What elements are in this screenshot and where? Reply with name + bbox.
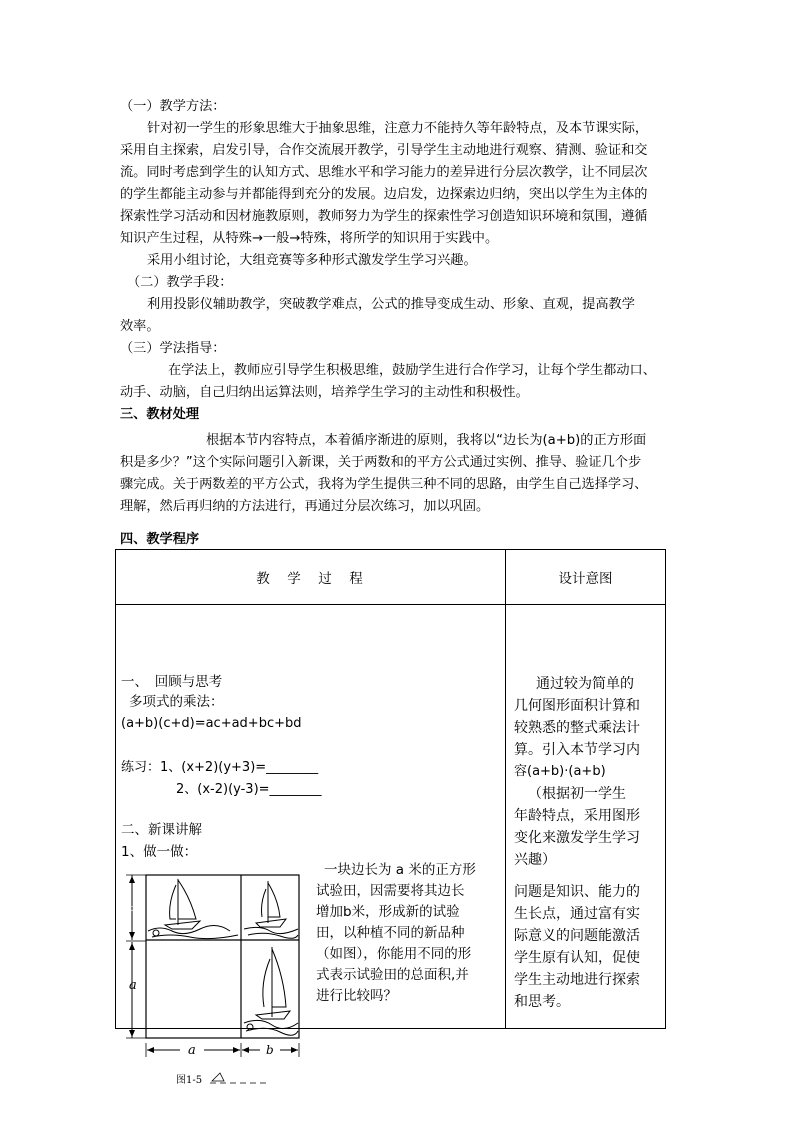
material-line: 积是多少？”这个实际问题引入新课，关于两数和的平方公式通过实例、推导、验证几个步 <box>120 455 642 470</box>
material-line: 理解，然后再归纳的方法进行，再通过分层次练习，加以巩固。 <box>120 499 490 514</box>
intent-line: 生长点，通过富有实 <box>514 906 640 922</box>
guidance-line: 动手、动脑，自己归纳出运算法则，培养学生学习的主动性和积极性。 <box>120 385 529 400</box>
problem-line: 试验田，因需要将其边长 <box>316 883 465 899</box>
means-line: 效率。 <box>120 319 160 334</box>
material-line: 骤完成。关于两数差的平方公式，我将为学生提供三种不同的思路，由学生自己选择学习、 <box>120 477 648 492</box>
material-line: 根据本节内容特点，本着循序渐进的原则，我将以“边长为(a+b)的正方形面 <box>206 433 647 448</box>
label-b-left: b <box>129 904 135 914</box>
col-header-process: 教 学 过 程 <box>116 550 506 605</box>
problem-line: （如图），你能用不同的形 <box>316 946 472 962</box>
intent-line: 年龄特点，采用图形 <box>514 808 640 824</box>
intent-line: 问题是知识、能力的 <box>514 884 640 900</box>
methods-para-line: 的学生都能主动参与并都能得到充分的发展。边启发，边探索边归纳，突出以学生为主体的 <box>120 187 648 202</box>
problem-line: 增加b米，形成新的试验 <box>316 904 460 920</box>
guidance-line: 在学法上，教师应引导学生积极思维，鼓励学生进行合作学习，让每个学生都动口、 <box>168 363 656 378</box>
methods-para-line: 流。同时考虑到学生的认知方式、思维水平和学习能力的差异进行分层次教学，让不同层次 <box>120 165 648 180</box>
methods-para-line: 知识产生过程，从特殊→一般→特殊，将所学的知识用于实践中。 <box>120 231 499 246</box>
methods-heading: （一）教学方法： <box>120 99 226 114</box>
figure-caption: 图1-5 <box>176 1075 203 1086</box>
problem-line: 式表示试验田的总面积,并 <box>316 967 469 983</box>
methods-para2: 采用小组讨论，大组竞赛等多种形式激发学生学习兴趣。 <box>147 253 477 268</box>
methods-para-line: 针对初一学生的形象思维大于抽象思维，注意力不能持久等年龄特点，及本节课实际， <box>147 121 649 136</box>
procedure-heading: 四、教学程序 <box>120 532 200 547</box>
intent-line: 和思考。 <box>514 994 570 1010</box>
intent-line: 较熟悉的整式乘法计 <box>514 720 640 736</box>
sailboat-icon <box>244 881 298 938</box>
review-title: 一、 回顾与思考 <box>121 674 223 690</box>
methods-para-line: 采用自主探索，启发引导，合作交流展开教学，引导学生主动地进行观察、猜测、验证和交 <box>120 143 648 158</box>
label-a-bottom: a <box>188 1043 196 1058</box>
intent-line: 通过较为简单的 <box>536 676 634 692</box>
intent-line: 变化来激发学生学习 <box>514 830 640 846</box>
intent-line: 容(a+b)·(a+b) <box>514 764 606 779</box>
guidance-heading: （三）学法指导： <box>120 341 226 356</box>
intent-line: 几何图形面积计算和 <box>514 698 640 714</box>
material-heading: 三、教材处理 <box>120 407 200 422</box>
label-a-left: a <box>129 978 137 993</box>
problem-line: 一块边长为 a 米的正方形 <box>324 862 476 878</box>
new-lesson-title: 二、新课讲解 <box>121 822 202 838</box>
square-field-figure <box>120 867 310 1089</box>
methods-para-line: 探索性学习活动和因材施教原则，教师努力为学生的探索性学习创造知识环境和氛围，遵循 <box>120 209 648 224</box>
sailboat-icon <box>148 879 238 939</box>
intent-line: 学生主动地进行探索 <box>514 972 640 988</box>
review-formula: (a+b)(c+d)=ac+ad+bc+bd <box>121 716 302 731</box>
problem-line: 田，以种植不同的新品种 <box>316 925 465 941</box>
intent-line: 际意义的问题能激活 <box>514 928 640 944</box>
label-b-bottom: b <box>266 1043 274 1057</box>
procedure-table <box>115 549 666 1086</box>
col-header-intent: 设计意图 <box>506 550 666 605</box>
sailboat-icon <box>244 947 298 1035</box>
practice-2: 2、(x-2)(y-3)=________ <box>176 782 322 797</box>
do-title: 1、做一做： <box>121 844 198 860</box>
process-cell <box>116 605 506 1086</box>
intent-line: （根据初一学生 <box>528 786 626 802</box>
practice-1: 练习：1、(x+2)(y+3)=________ <box>121 760 319 775</box>
intent-line: 算。引入本节学习内 <box>514 742 640 758</box>
means-heading: （二）教学手段： <box>127 275 233 290</box>
problem-line: 进行比较吗？ <box>316 988 397 1004</box>
intent-cell <box>506 605 666 1029</box>
review-sub: 多项式的乘法： <box>129 694 224 710</box>
intent-line: 学生原有认知，促使 <box>514 950 640 966</box>
intent-line: 兴趣） <box>514 852 556 868</box>
means-line: 利用投影仪辅助教学，突破教学难点，公式的推导变成生动、形象、直观，提高教学 <box>147 297 635 312</box>
